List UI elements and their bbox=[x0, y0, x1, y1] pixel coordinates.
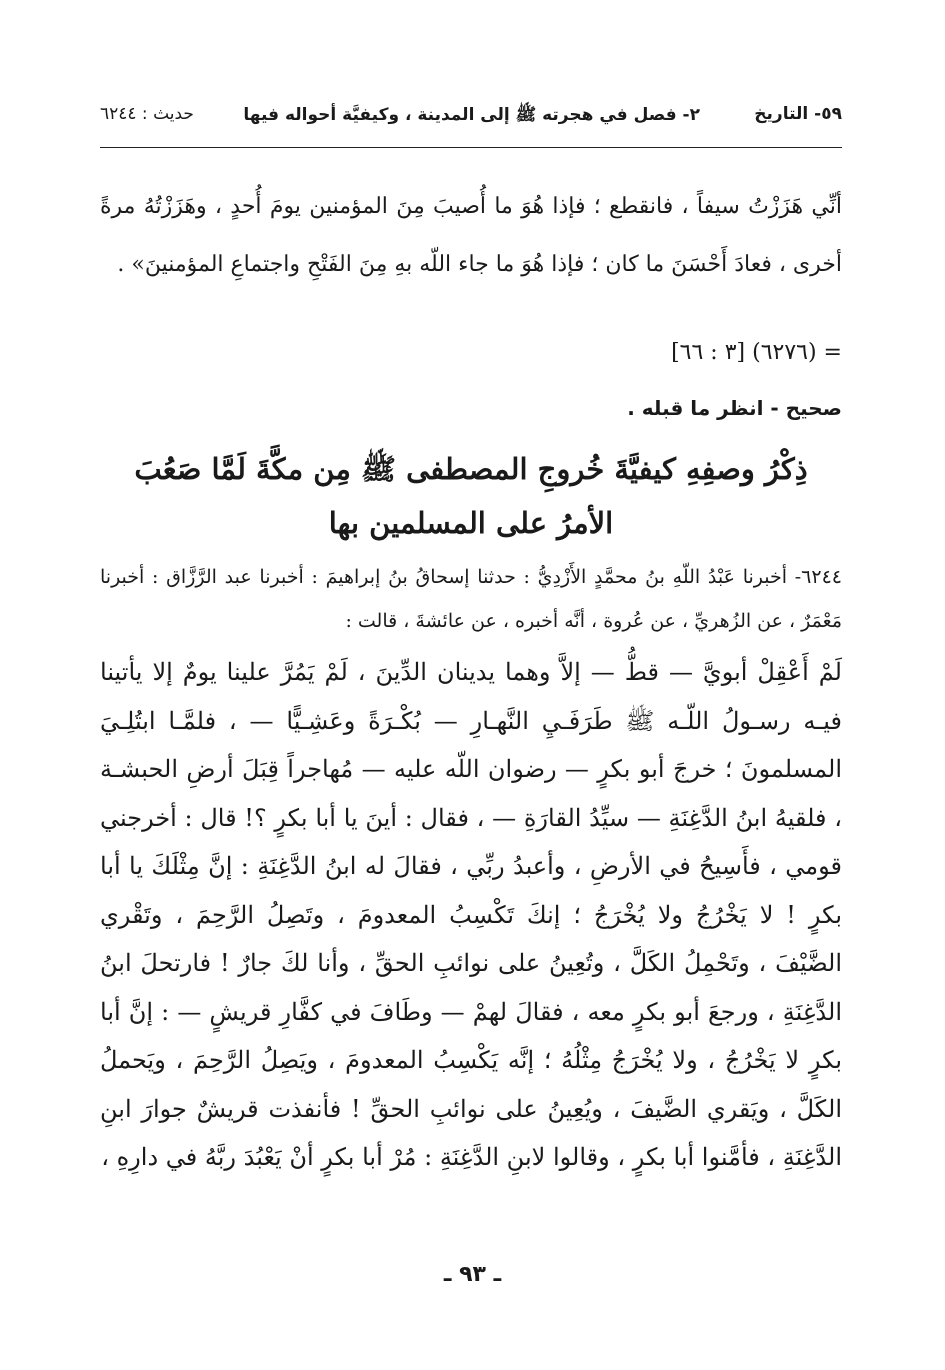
running-header bbox=[100, 98, 842, 138]
cross-reference: = (٦٢٧٦) [٣ : ٦٦] bbox=[671, 340, 842, 365]
page-number: ـ ٩٣ ـ bbox=[443, 1262, 502, 1287]
header-divider bbox=[100, 147, 842, 148]
chapter-title-line-2: الأمرُ على المسلمين بها bbox=[328, 506, 614, 540]
hadith-isnad: ٦٢٤٤- أخبرنا عَبْدُ اللّهِ بنُ محمَّدٍ الأَزْدِيُّ : حدثنا إسحاقُ بنُ إبراهيمَ : أخبرنا عبد الرَّزَّاق : أخبرنا مَعْمَرٌ ، عن الزُهريِّ ، عن عُروة ، أنَّه أخبره ، عن عائشةَ ، قالت : bbox=[100, 566, 842, 632]
header-hadith-ref: حديث : ٦٢٤٤ bbox=[100, 104, 194, 124]
paragraph-continuation: أنِّي هَزَزْتُ سيفاً ، فانقطع ؛ فإذا هُوَ ما أُصيبَ مِنَ المؤمنين يومَ أُحدٍ ، وهَزَزْتُهُ مرةً أخرى ، فعادَ أَحْسَنَ ما كان ؛ فإذا هُوَ ما جاء اللّه بهِ مِنَ الفَتْحِ واجتماعِ المؤمنينَ» . bbox=[100, 194, 842, 277]
hadith-matn: لَمْ أَعْقِلْ أبويَّ — قطُّ — إلاَّ وهما يدينان الدِّينَ ، لَمْ يَمُرَّ علينا يومٌ إلا يأتينا فيـه رسـولُ اللّـه ﷺ طَرَفَـيِ النَّهـارِ — بُكْـرَةً وعَشِـيًّا — ، فلمَّـا ابتُلِـيَ المسلمونَ ؛ خرجَ أبو بكرٍ — رضوان اللّه عليه — مُهاجراً قِبَلَ أرضِ الحبشـة ، فلقيهُ ابنُ الدَّغِنَةِ — سيِّدُ القارَةِ — ، فقال : أينَ يا أبا بكرٍ ؟! قال : أخرجني قومي ، فأَسِيحُ في الأرضِ ، وأعبدُ ربِّي ، فقالَ له ابنُ الدَّغِنَةِ : إنَّ مِثْلَكَ يا أبا بكرٍ ! لا يَخْرُجُ ولا يُخْرَجُ ؛ إنكَ تَكْسِبُ المعدومَ ، وتَصِلُ الرَّحِمَ ، وتَقْري الضَّيْفَ ، وتَحْمِلُ الكَلَّ ، وتُعِينُ على نوائبِ الحقِّ ، وأنا لكَ جارٌ ! فارتحلَ ابنُ الدَّغِنَةِ ، ورجعَ أبو بكرٍ معه ، فقالَ لهمْ — وطَافَ في كفَّارِ قريشٍ — : إنَّ أبا بكرٍ لا يَخْرُجُ ، ولا يُخْرَجُ مِثْلُهُ ؛ إنَّه يَكْسِبُ المعدومَ ، ويَصِلُ الرَّحِمَ ، ويَحملُ الكَلَّ ، ويَقري الضَّيفَ ، ويُعِينُ على نوائبِ الحقِّ ! فأنفذت قريشٌ جوارَ ابنِ الدَّغِنَةِ ، فأمَّنوا أبا بكرٍ ، وقالوا لابنِ الدَّغِنَةِ : مُرْ أبا بكرٍ أنْ يَعْبُدَ ربَّهُ في دارِهِ ، bbox=[100, 658, 843, 1171]
header-section: ٢- فصل في هجرته ﷺ إلى المدينة ، وكيفيَّة أحواله فيها bbox=[243, 105, 700, 125]
chapter-title-line-1: ذِكْرُ وصفِهِ كيفيَّةَ خُروجِ المصطفى ﷺ مِن مكَّةَ لَمَّا صَعُبَ bbox=[134, 452, 808, 486]
header-chapter: ٥٩- التاريخ bbox=[754, 104, 842, 124]
hadith-grade: صحيح - انظر ما قبله . bbox=[627, 396, 842, 420]
chapter-title bbox=[100, 442, 842, 550]
